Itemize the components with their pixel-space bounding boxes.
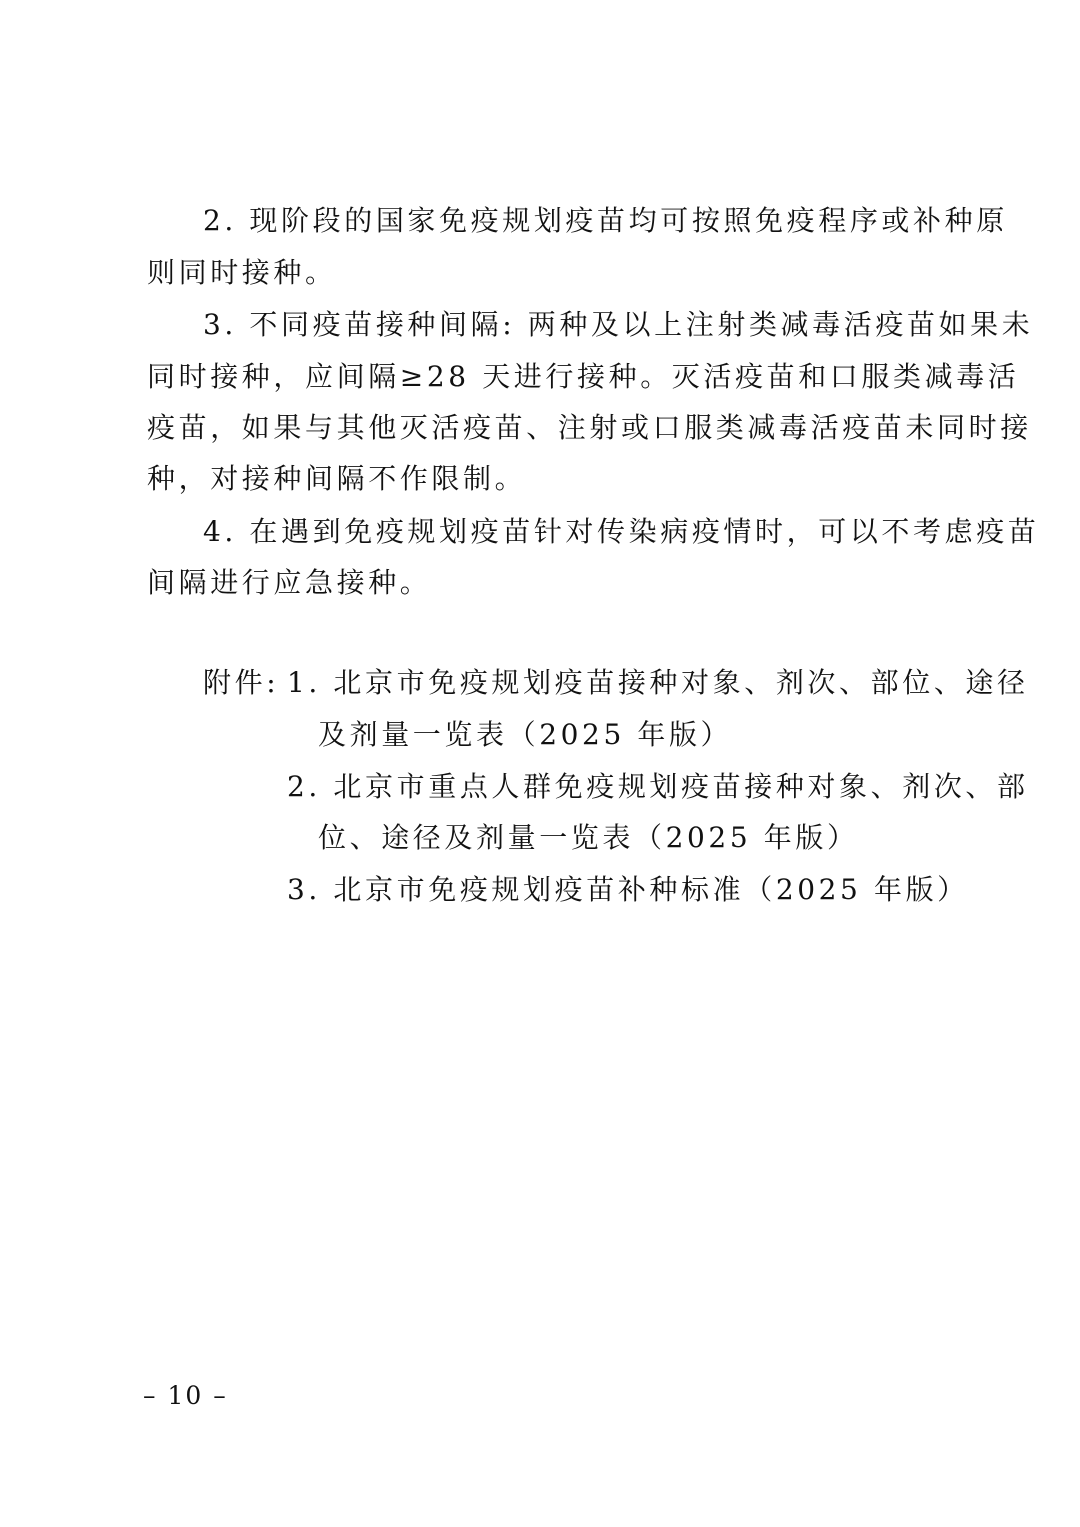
paragraph-3-line-1: 3. 不同疫苗接种间隔: 两种及以上注射类减毒活疫苗如果未	[203, 308, 1034, 341]
paragraph-4-line-2: 间隔进行应急接种。	[147, 566, 432, 599]
attachments-label: 附件:	[203, 666, 280, 699]
attachment-1-line-2: 及剂量一览表（2025 年版）	[318, 718, 733, 751]
attachment-3-line-1: 3. 北京市免疫规划疫苗补种标准（2025 年版）	[287, 873, 969, 906]
paragraph-3-line-3: 疫苗，如果与其他灭活疫苗、注射或口服类减毒活疫苗未同时接	[147, 411, 1032, 444]
paragraph-3-line-2: 同时接种，应间隔≥28 天进行接种。灭活疫苗和口服类减毒活	[147, 360, 1020, 393]
attachment-2-line-1: 2. 北京市重点人群免疫规划疫苗接种对象、剂次、部	[287, 770, 1029, 803]
attachment-2-line-2: 位、途径及剂量一览表（2025 年版）	[318, 821, 859, 854]
paragraph-2-line-1: 2. 现阶段的国家免疫规划疫苗均可按照免疫程序或补种原	[203, 204, 1008, 237]
paragraph-4-line-1: 4. 在遇到免疫规划疫苗针对传染病疫情时，可以不考虑疫苗	[203, 515, 1040, 548]
attachment-1-line-1: 1. 北京市免疫规划疫苗接种对象、剂次、部位、途径	[287, 666, 1029, 699]
paragraph-3-line-4: 种，对接种间隔不作限制。	[147, 462, 527, 495]
page-number: – 10 –	[143, 1381, 228, 1410]
paragraph-2-line-2: 则同时接种。	[147, 256, 337, 289]
